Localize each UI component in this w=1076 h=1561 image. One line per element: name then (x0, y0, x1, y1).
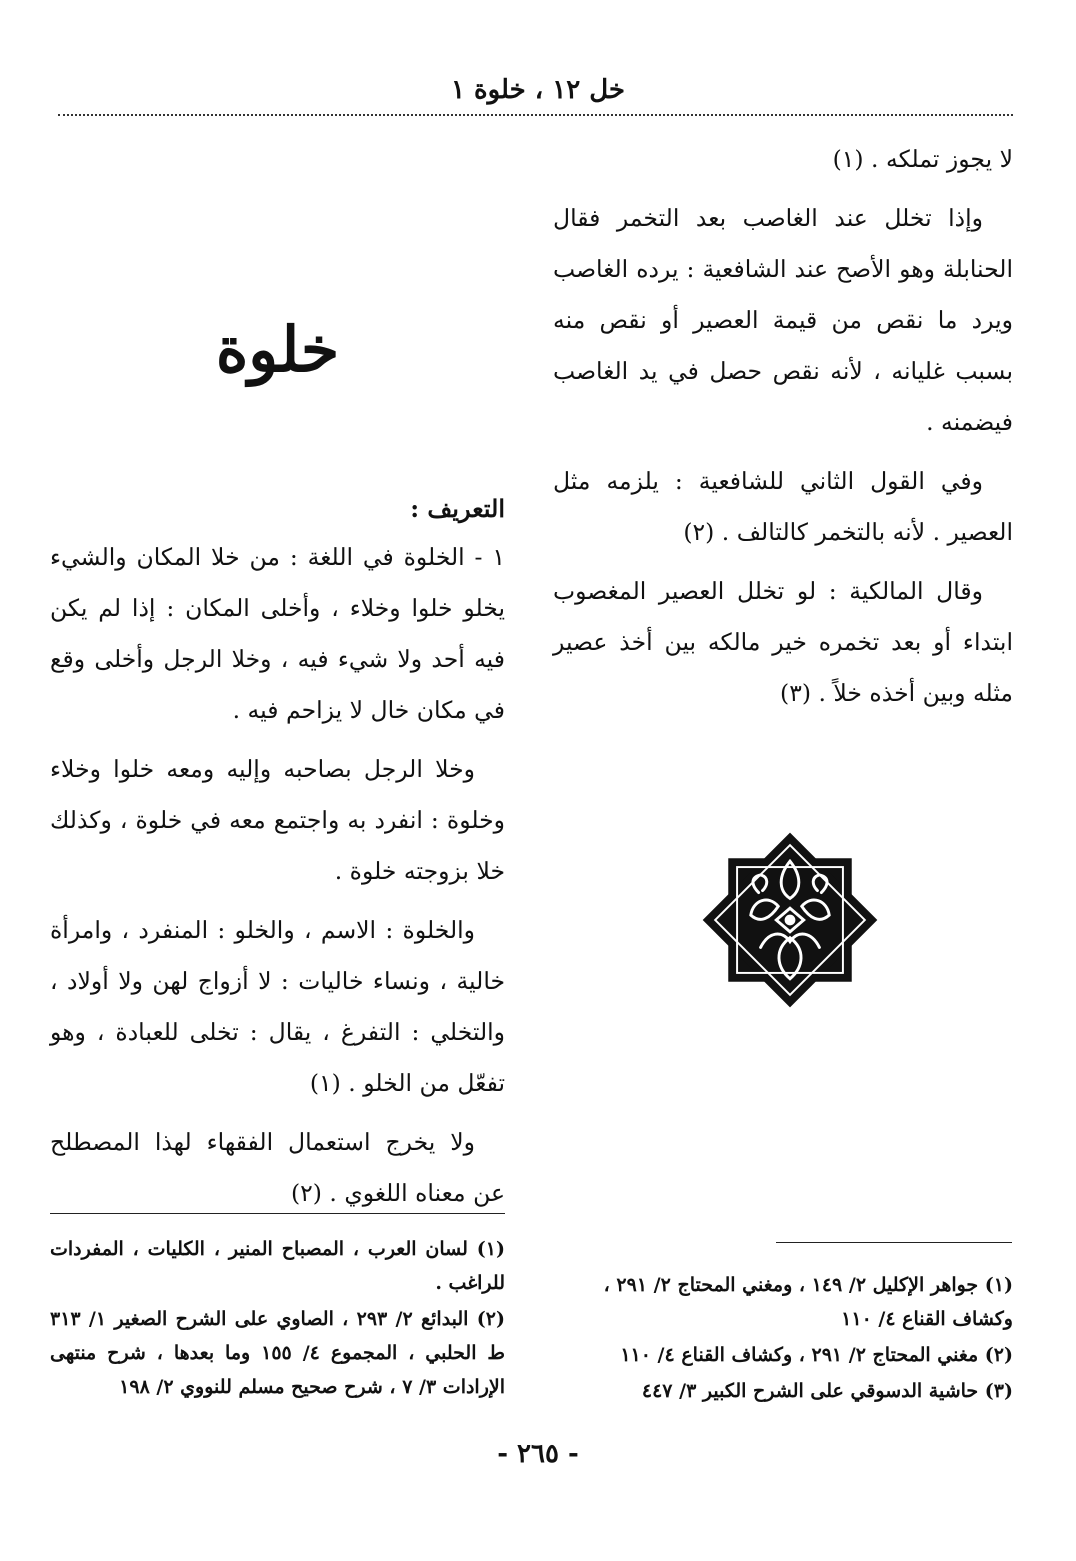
left-column (50, 310, 505, 1227)
right-footnote-3: (٣) حاشية الدسوقي على الشرح الكبير ٣/ ٤٤٧ (641, 1380, 1013, 1402)
left-footnote-separator (50, 1213, 505, 1214)
right-footnote-2: (٢) مغني المحتاج ٢/ ٢٩١ ، وكشاف القناع ٤/ ١١٠ (620, 1344, 1013, 1366)
right-paragraph-1: لا يجوز تملكه . (١) (832, 145, 1013, 173)
header-dotted-rule (58, 114, 1013, 116)
entry-title: خلوة (215, 313, 340, 386)
eight-point-star-ornament-icon (692, 822, 888, 1018)
right-paragraph-3: وفي القول الثاني للشافعية : يلزمه مثل العصير . لأنه بالتخمر كالتالف . (٢) (553, 467, 1013, 546)
left-footnotes (50, 1232, 505, 1406)
left-paragraph-3: والخلوة : الاسم ، والخلو : المنفرد ، وامرأة خالية ، ونساء خاليات : لا أزواج لهن ولا أولاد ، والتخلي : التفرغ ، يقال : تخلى للعبادة ، وهو تفعّل من الخلو . (١) (50, 916, 505, 1097)
right-footnotes (553, 1268, 1013, 1410)
left-paragraph-1: ١ - الخلوة في اللغة : من خلا المكان والشيء يخلو خلوا وخلاء ، وأخلى المكان : إذا لم يكن فيه أحد ولا شيء فيه ، وخلا الرجل وأخلى وقع في مكان خال لا يزاحم فيه . (50, 543, 505, 724)
right-footnote-1: (١) جواهر الإكليل ٢/ ١٤٩ ، ومغني المحتاج ٢/ ٢٩١ ، وكشاف القناع ٤/ ١١٠ (603, 1274, 1013, 1330)
right-paragraph-4: وقال المالكية : لو تخلل العصير المغصوب ابتداء أو بعد تخمره خير مالكه بين أخذ عصير مثله وبين أخذه خلاً . (٣) (553, 577, 1013, 707)
right-footnote-separator (776, 1242, 1012, 1243)
left-paragraph-4: ولا يخرج استعمال الفقهاء لهذا المصطلح عن معناه اللغوي . (٢) (50, 1128, 505, 1207)
page-number: - ٢٦٥ - (497, 1439, 579, 1469)
left-footnote-1: (١) لسان العرب ، المصباح المنير ، الكليات ، المفردات للراغب . (50, 1238, 505, 1294)
right-column (553, 134, 1013, 727)
section-heading: التعريف : (410, 494, 505, 523)
left-paragraph-2: وخلا الرجل بصاحبه وإليه ومعه خلوا وخلاء وخلوة : انفرد به واجتمع معه في خلوة ، وكذلك خلا بزوجته خلوة . (50, 755, 505, 885)
running-header: خل ١٢ ، خلوة ١ (450, 75, 625, 105)
left-footnote-2: (٢) البدائع ٢/ ٢٩٣ ، الصاوي على الشرح الصغير ١/ ٣١٣ ط الحلبي ، المجموع ٤/ ١٥٥ وما بعدها ، شرح منتهى الإرادات ٣/ ٧ ، شرح صحيح مسلم للنووي ٢/ ١٩٨ (50, 1308, 505, 1398)
right-paragraph-2: وإذا تخلل عند الغاصب بعد التخمر فقال الحنابلة وهو الأصح عند الشافعية : يرده الغاصب ويرد ما نقص من قيمة العصير أو نقص منه بسبب غليانه ، لأنه نقص حصل في يد الغاصب فيضمنه . (553, 204, 1013, 436)
